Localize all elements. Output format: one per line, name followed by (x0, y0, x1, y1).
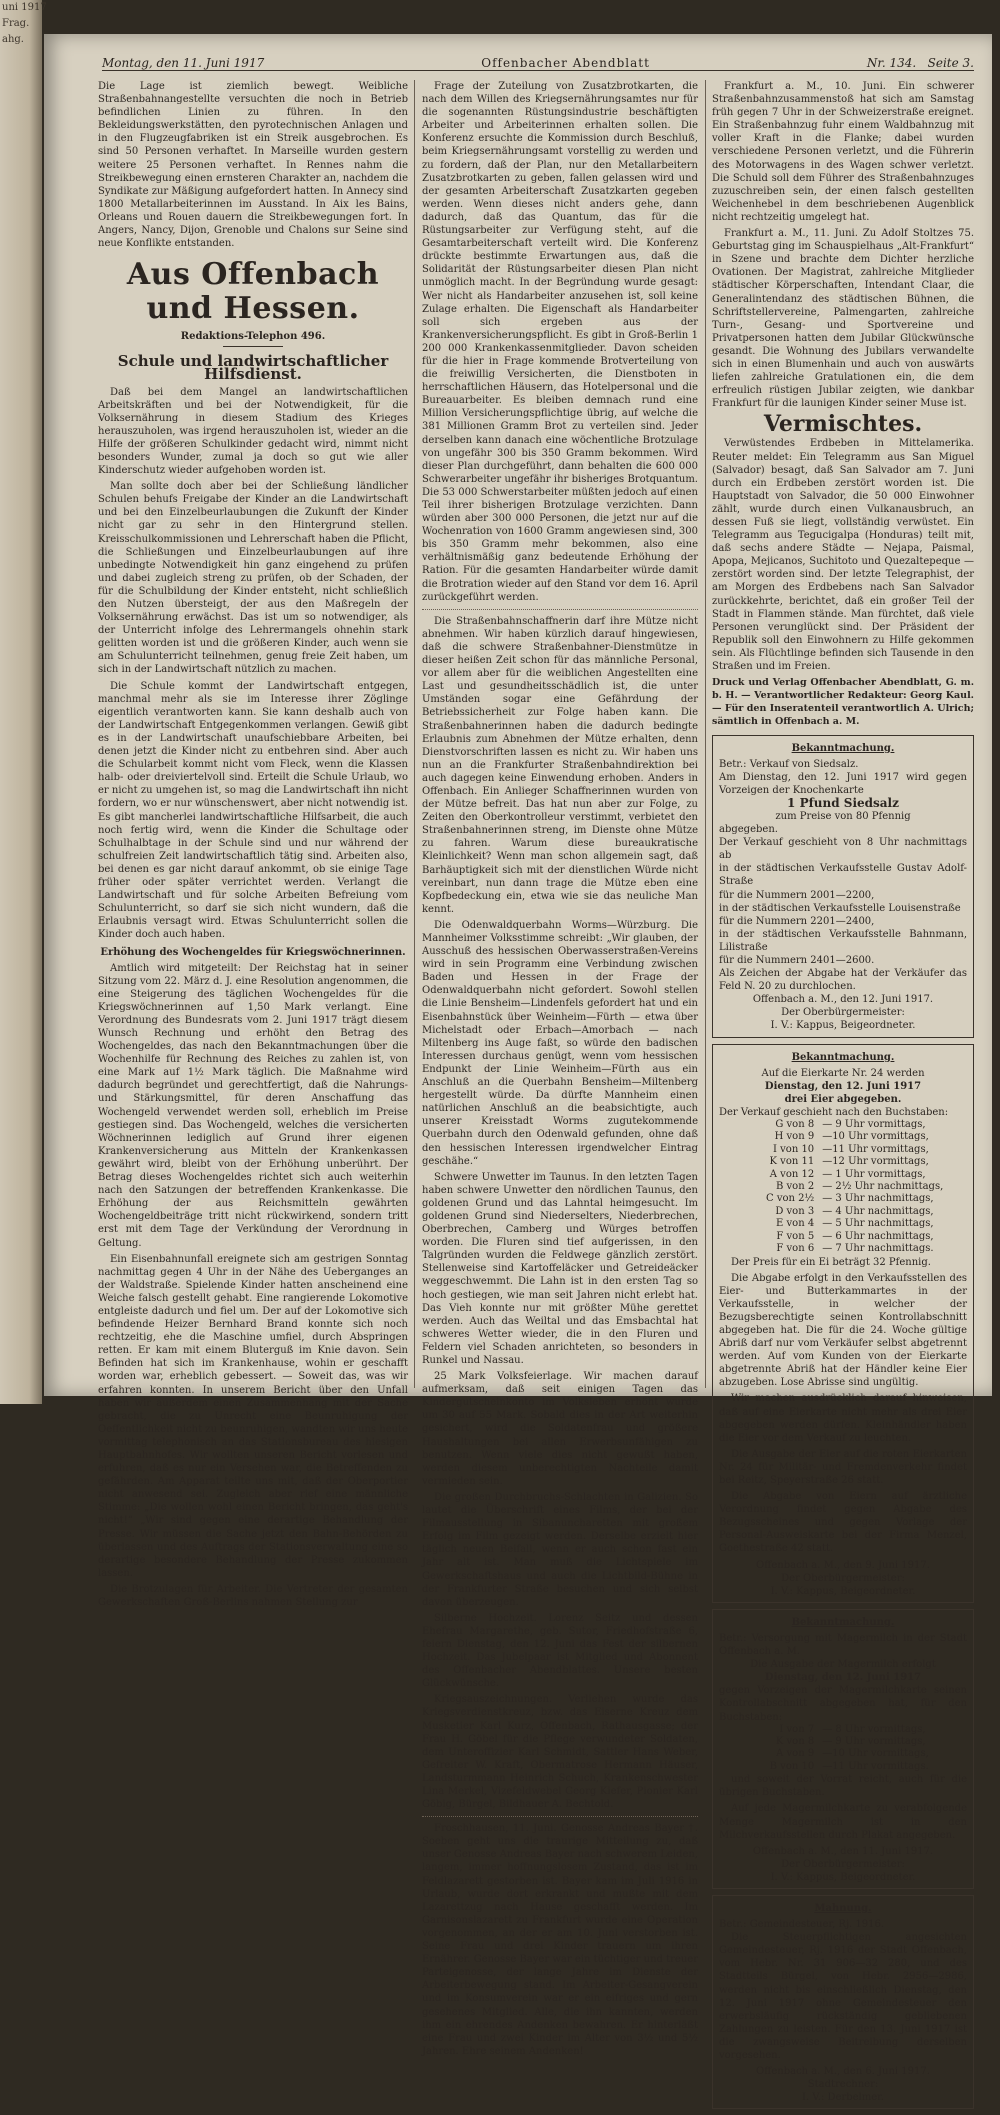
announcement-line: für die Nummern 2401—2600. (719, 955, 875, 966)
news-item: Frankfurt a. M., 11. Juni. Zu Adolf Stoltzes 75. Geburtstag ging im Schauspielhaus „Alt-Frankfurt“ in Szene und brachte dem Dichter herzliche Ovationen. Der Magistrat, zahlreiche Mitglieder städtischer Körperschaften, Intendant Claar, die Generalintendanz des städtischen Bühnen, die Schriftstellervereine, Palmengarten, zahlreiche Turn-, Gesang- und Sportvereine und Privatpersonen hatten dem Jubilar Glückwünsche gesandt. Die Wohnung des Jubilars verwandelte sich in einen Blumenhain und auch von auswärts liefen zahlreiche Gratulationen ein, die dem erfreulich rüstigen Jubilar zeigten, wie dankbar Frankfurt für die launigen Kinder seiner Muse ist. (712, 228, 974, 410)
schedule-letter: E von 4 (776, 1218, 815, 1230)
column-rule (705, 80, 706, 1388)
schedule-time: —10 Uhr vormittags, (822, 1131, 929, 1143)
schedule-time: —12 Uhr vormittags, (822, 1156, 929, 1168)
article-paragraph: Verwüstendes Erdbeben in Mittelamerika. Reuter meldet: Ein Telegramm aus San Miguel (Salvador) besagt, daß San Salvador am 7. Juni durch ein Erdbeben zerstört worden ist. Die Hauptstadt von Salvador, die 50 000 Einwohner zählt, wurde durch einen Vulkanausbruch, an dessen Fuß sie liegt, vollständig verwüstet. Ein Telegramm aus Tegucigalpa (Honduras) teilt mit, daß sechs andere Städte — Nejapa, Paismal, Apopa, Mejicanos, Suchitoto und Quezaltepeque — zerstört worden sind. Der letzte Telegraphist, der am Morgen des Erdbebens nach San Salvador zurückkehrte, berichtet, daß ein großer Teil der Stadt in Flammen stände. Man fürchtet, daß viele Personen verunglückt sind. Der Präsident der Republik soll den Einwohnern zu Hilfe gekommen sein. Als Flüchtlinge befinden sich Tausende in den Straßen und im Freien. (712, 438, 974, 673)
announcement-title: Bekanntmachung. (791, 1616, 895, 1628)
column-2-news (422, 615, 698, 1811)
schedule-time: — 2½ Uhr nachmittags, (822, 1181, 944, 1193)
news-item: Schwere Unwetter im Taunus. In den letzten Tagen haben schwere Unwetter den nördlichen Taunus, den goldenen Grund und das Lahntal heimgesucht. Im goldenen Grund sind Niederselters, Niederbrechen, Oberbrechen, Camberg und Würges betroffen worden. Die Fluren sind tief aufgerissen, in den Talgründen wurden die Feldwege gänzlich zerstört. Stellenweise sind Kartoffeläcker und Getreideäcker weggeschwemmt. Die Lahn ist in den ersten Tag so hoch gestiegen, wie man seit Jahren nicht erlebt hat. Das Vieh konnte nur mit größter Mühe gerettet werden. Auch das Weiltal und das Emsbachtal hat schweres Wetter wieder, die in den Fluren und Feldern viel Schaden anrichteten, so besonders in Runkel und Nassau. (422, 1171, 698, 1366)
announcement-subject: Betr.: Versorgung mit Magermilch in der Stadt Offenbach a. M. (719, 1632, 967, 1658)
redaktion-telephone (98, 330, 408, 347)
schedule-row (719, 1736, 967, 1748)
header-issue-page (867, 56, 974, 70)
schedule-row (719, 1206, 967, 1218)
announcement-title: Bekanntmachung. (791, 742, 895, 754)
announcement-line: gegen Vorzeigen der Magermilchkarte seinen Kontrollabschnitt abgegeben hat, für den Buchstaben: (719, 1685, 967, 1723)
announcement-skim-milk (712, 1609, 974, 1889)
place-date: Offenbach a. M., den 9. Juni 1917. (756, 1559, 930, 1571)
header-date: Montag, den 11. Juni 1917 (102, 56, 265, 70)
article-paragraph: Frage der Zuteilung von Zusatzbrotkarten, die nach dem Willen des Kriegsernährungsamtes nur für die sogenannten Rüstungsindustrie beschäftigten Arbeiter und Arbeiterinnen erhalten sollen. Die Konferenz ersuchte die Kommission durch Beschluß, beim Kriegsernährungsamt vorstellig zu werden und zu fordern, daß der Plan, nur den Metallarbeitern Zusatzbrotkarten zu geben, fallen gelassen wird und der gesamten Arbeiterschaft Zusatzkarten gegeben werden. Wenn dieses nicht anders gehe, dann dadurch, daß das Quantum, das für die Rüstungsarbeiter zur Verfügung steht, auf die Gesamtarbeiterschaft verteilt wird. Die Konferenz drückte bestimmte Erwartungen aus, daß die Solidarität der Rüstungsarbeiter diesen Plan nicht unmöglich macht. In der Begründung wurde gesagt: Wer nicht als Handarbeiter anzusehen ist, soll keine Zulage erhalten. Die Eigenschaft als Handarbeiter soll sich ergeben aus der Krankenversicherungspflicht. Es gibt in Groß-Berlin 1 200 000 Krankenkassenmitglieder. Davon scheiden für die hier in Frage kommende Brotverteilung von die freiwillig Versicherten, die Dienstboten in herrschaftlichen Häusern, das Hotelpersonal und die Bureauarbeiter. Es bleiben demnach rund eine Million Versicherungspflichtige übrig, auf welche die 381 Millionen Gramm Brot zu verteilen sind. Jeder derselben kann danach eine wöchentliche Brotzulage von ungefähr 300 bis 350 Gramm bekommen. Wird dieser Plan durchgeführt, dann behalten die 600 000 Schwerarbeiter ungefähr ihr bisheriges Brotquantum. Die 53 000 Schwerstarbeiter müßten jedoch auf einen Teil ihrer bisherigen Brotzulage verzichten. Dann würden aber 300 000 Personen, die jetzt nur auf die Wochenration von 1600 Gramm angewiesen sind, 300 bis 350 Gramm mehr bekommen, also eine verhältnismäßig ganz bedeutende Erhöhung der Ration. Für die gesamten Handarbeiter würde damit die Brotration wieder auf den Stand vor dem 16. April zurückgeführt werden. (422, 81, 698, 603)
schedule-letter: K von 8 (775, 1736, 815, 1747)
announcement-paragraph: und soweit der Vorrat reicht, auch für die übrigen Buchstaben. (719, 1774, 967, 1799)
schedule-letter: C von 2½ (766, 1193, 815, 1205)
schedule-row (719, 1144, 967, 1156)
column-1 (98, 80, 408, 1612)
announcement-title: Mahnung. (814, 1902, 872, 1914)
schedule-time: — 9 Uhr vormittags, (822, 1736, 926, 1747)
previous-page-fragment: Frag. (2, 18, 30, 29)
article-paragraph: Man sollte doch aber bei der Schließung ländlicher Schulen behufs Freigabe der Kinder an die Landwirtschaft und bei den Einzelbeurlaubungen die Zukunft der Kinder nicht gar zu sehr in den Hintergrund stellen. Kreisschulkommissionen und Lehrerschaft haben die Pflicht, die Schließungen und Einzelbeurlaubungen auf ihre unbedingte Notwendigkeit hin ganz eingehend zu prüfen und dabei zugleich streng zu prüfen, ob der Schaden, der für die Schulbildung der Kinder entsteht, nicht schließlich den Nutzen übersteigt, der aus den Maßregeln der Volksernährung erwächst. Das ist um so notwendiger, als der Unterricht infolge des Lehrermangels ohnehin stark gelitten worden ist und die größeren Kinder, auch wenn sie am Schulunterricht teilnehmen, genug freie Zeit haben, um sich in der Landwirtschaft nützlich zu machen. (98, 481, 408, 676)
schedule-row (719, 1231, 967, 1243)
announcement-eggs (712, 1044, 974, 1603)
schedule-time: — 6 Uhr nachmittags, (822, 1230, 934, 1242)
article-paragraph: Ein Eisenbahnunfall ereignete sich am gestrigen Sonntag nachmittag gegen 4 Uhr in der Nähe des Ueberganges an der Waldstraße. Spielende Kinder hatten anscheinend eine Weiche falsch gestellt gehabt. Eine rangierende Lokomotive entgleiste dadurch und fiel um. Der auf der Lokomotive sich befindende Heizer Bernhard Brand konnte sich noch rechtzeitig, ehe die Maschine umfiel, durch Abspringen retten. Er kam mit einem Bluterguß im Knie davon. Sein Befinden hat sich im Krankenhause, wohin er geschafft worden war, erheblich gebessert. — Soweit das, was wir erfahren konnten. In unserem Bericht über den Unfall haben wir außerdem einen Zusammenhang mit der Sache gebracht, die zu Unrecht eine Beunruhigung der Oeffentlichkeit nicht zu beunruhigen, wandten wir uns heute vormittag telephonisch an das Stationsbureau des hiesigen Hauptbahnhofes. Wir wollten unseren Bericht vorlesen und erfuhren, daß es nur ein Versehen war, die Betreffenden zu gefährden. Am Apparat teilte uns mit, daß der Oberportier nicht anwesend sei. Zugleich aber rief eine männliche Stimme: „Die wollen wohl einen Bericht bringen, das geht's nicht!“ „Wir sind gegen eine derartige Behandlung der Presse. Wir müssen die Sache jetzt den Bahn-Behörden zu überlassen und des Auftrags der Stationsverwaltung eine so derartige besondere Behandlung der Presse zukommen lassen. (98, 1253, 408, 1579)
article-paragraph: Die Brotzulagen für Arbeiter. Die Vertreter der gesamten Gewerkschaften Groß-Berlins nahmen Stellung zur (98, 1583, 408, 1609)
section-2-body (98, 962, 408, 1250)
signature: I. V.: Kappus, Beigeordneter. (770, 1585, 916, 1597)
column-2 (422, 80, 698, 2061)
header-issue: Nr. 134. (866, 56, 917, 70)
death-notice: Froschhausen, 11. Juni. Genosse Andreas Bayer †. Soeben geht uns die traurige Mitteilung zu, daß unser Genosse Andreas Bayer nach schwerem Leiden, langem, immer hoffnungslosem Zustand, das ist im Feldlazarett gestorben ist. Bayer kam im Juli 1916 in Urlaub, wurde dort erkrankt und mußte mit dem Lazarettzug nach Hause geschafft werden. Im Garnisonslazarett zu Frankfurt wurde eine Operation vorgenommen, an der er am 10. Juni verstorben ist. Seine Frau und drei Kinder trauern um ihren Ernährer. Genosse Bayer war ein tüchtiger und treuer Parteigenosse, der lange Jahre im Dienste der Arbeiterbewegung stand. Im Arbeiter-Gesangverein und im Konsumverein war er ein eifriges und gern gesehenes Mitglied. Alle, die ihn kannten, werden ihm ein ehrendes Andenken bewahren. Er hinterläßt eine Frau und zwei Kinder im Alter von 3½ und 5½ Jahren. Ehre seinem Andenken! (422, 1823, 698, 2057)
schedule-table (719, 1724, 967, 1774)
announcement-tax-reminder (712, 1895, 974, 2109)
place-date: Offenbach a. M., den 6. Juni 1917. (756, 2066, 930, 2078)
redaktion-text: Redaktions-Telephon 496. (180, 331, 326, 343)
schedule-time: — 5 Uhr nachmittags, (822, 1218, 934, 1230)
previous-page-fragment: uni 1917 (2, 2, 47, 13)
announcement-line: in der städtischen Verkaufsstelle Gustav Adolf-Straße (719, 863, 967, 888)
schedule-time: —11 Uhr vormittags. (822, 1760, 929, 1772)
previous-page-fragment: ahg. (2, 34, 24, 45)
vermischtes-heading: Vermischtes. (763, 411, 923, 438)
announcement-item: drei Eier abgegeben. (784, 1093, 902, 1105)
section-title: Erhöhung des Wochengeldes für Kriegswöchnerinnen. (100, 947, 406, 959)
announcement-note: Der Verkauf geschieht nach den Buchstaben: (719, 1106, 949, 1118)
announcement-date: Dienstag, den 12. Juni 1917 (764, 1080, 922, 1092)
schedule-row (719, 1724, 967, 1736)
authority: Stadtrechner: (807, 2079, 879, 2091)
announcement-salt (712, 735, 974, 1038)
intro-paragraph: Die Lage ist ziemlich bewegt. Weibliche Straßenbahnangestellte versuchten die noch in Betrieb befindlichen Linien zu führen. In den Bekleidungswerkstätten, den pyrotechnischen Anlagen und in den Flugzeugfabriken ist ein Streik ausgebrochen. Es sind 50 Personen verhaftet. In Marseille wurden gestern weitere 25 Personen verhaftet. In Rennes nahm die Streikbewegung einen ernsteren Charakter an, nachdem die Syndikate zur Mäßigung aufgefordert hatten. In Annecy sind 1800 Metallarbeiterinnen im Ausstand. In Aix les Bains, Orleans und Rouen dauern die Streikbewegungen fort. In Angers, Nancy, Dijon, Grenoble und Chalons sur Seine sind neue Konflikte entstanden. (98, 81, 408, 250)
divider (422, 1816, 698, 1817)
announcement-paragraph: Die Abgabe erfolgt in den Verkaufsstellen des Eier- und Butterkammartes in der Verkaufsstelle, in welcher der Bezugsberechtigte seinen Kontrollabschnitt abgegeben hat. Die für die 24. Woche gültige Abriß darf nur vom Verkäufer selbst abgetrennt werden. Auf vom Kunden von der Eierkarte abgetrennte Abriß hat der Händler keine Eier abzugeben. Lose Abrisse sind ungültig. (719, 1272, 967, 1389)
schedule-letter: I von 10 (773, 1143, 815, 1155)
announcement-paragraphs (719, 1773, 967, 1841)
announcement-lines (719, 1658, 967, 1723)
announcement-paragraph: Wir machen ausdrücklich darauf hinweisen, daß auf eine Eierkarte nicht mehr als drei Eier abgegeben werden dürfen. Kleinhändler haben die Eier vor dem Verkauf zu leuchten. (719, 1393, 967, 1444)
schedule-row (719, 1181, 967, 1193)
schedule-time: — 7 Uhr nachmittags. (822, 1243, 934, 1255)
schedule-row (719, 1243, 967, 1255)
column-2-top (422, 80, 698, 604)
schedule-row (719, 1218, 967, 1230)
schedule-time: — 8 Uhr vormittags, (822, 1723, 926, 1735)
announcement-subject: Betr.: Verkauf von Siedsalz. (719, 758, 859, 770)
announcement-line: 1 Pfund Siedsalz (787, 795, 899, 810)
authority: Der Oberbürgermeister: (781, 1007, 905, 1019)
authority: Der Oberbürgermeister: (781, 1858, 905, 1870)
announcement-paragraphs (719, 1256, 967, 1556)
schedule-letter: B von 2 (776, 1181, 815, 1193)
schedule-letter: A von 12 (769, 1168, 815, 1180)
imprint: Druck und Verlag Offenbacher Abendblatt, G. m. b. H. — Verantwortlicher Redakteur: Georg Kaul. — Für den Inseratenteil verantwortlich A. Ulrich; sämtlich in Offenbach a. M. (712, 677, 974, 728)
column-rule (414, 80, 415, 1388)
divider (422, 609, 698, 610)
announcement-line: für die Nummern 2001—2200, (719, 889, 875, 901)
announcement-line: zum Preise von 80 Pfennig (775, 810, 911, 822)
announcement-line: abgegeben. (719, 824, 778, 836)
column-3-top (712, 80, 974, 410)
schedule-row (719, 1156, 967, 1168)
column-3 (712, 80, 974, 2115)
article-paragraph: Amtlich wird mitgeteilt: Der Reichstag hat in seiner Sitzung vom 22. März d. J. eine Resolution angenommen, die eine Steigerung des täglichen Wochengeldes für die Kriegswöchnerinnen auf 1,50 Mark verlangt. Eine Verordnung des Bundesrats vom 2. Juni 1917 trägt diesem Wunsch Rechnung und erhöht den Betrag des Wochengeldes, das nach den Bekanntmachungen über die Wochenhilfe für Rechnung des Reiches zu zahlen ist, von eine Mark auf 1½ Mark täglich. Die Maßnahme wird dadurch begründet und gerechtfertigt, daß die Nahrungs- und Stärkungsmittel, für deren Anschaffung das Wochengeld verwendet werden soll, erheblich im Preise gestiegen sind. Das Wochengeld, welches die versicherten Wöchnerinnen lediglich auf Grund ihrer eigenen Krankenversicherung aus Mitteln der Krankenkassen gewährt wird, bleibt von der Erhöhung unberührt. Der Betrag dieses Wochengeldes richtet sich auch weiterhin nach den Satzungen der betreffenden Krankenkasse. Die Erhöhung der aus Reichsmitteln gewährten Wochengeldbeiträge tritt nicht rückwirkend, sondern tritt erst mit dem Tage der Verkündung der Verordnung in Geltung. (98, 962, 408, 1249)
schedule-time: — 4 Uhr nachmittags, (822, 1205, 934, 1217)
article-paragraph: Daß bei dem Mangel an landwirtschaftlichen Arbeitskräften und bei der Notwendigkeit, für die Volksernährung in diesem Stadium des Krieges herauszuholen, was irgend herauszuholen ist, wieder an die Hilfe der größeren Schulkinder gedacht wird, nimmt nicht besonders Wunder, zumal ja doch so gut wie aller Kinderschutz wieder aufgehoben worden ist. (98, 386, 408, 477)
schedule-time: —11 Uhr vormittags, (822, 1143, 929, 1155)
announcement-paragraph: Der Preis für ein Ei beträgt 32 Pfennig. (731, 1256, 931, 1268)
schedule-time: — 1 Uhr vormittags, (822, 1168, 926, 1180)
article-paragraph: Die Schule kommt der Landwirtschaft entgegen, manchmal mehr als sie im Interesse ihrer Zöglinge eigentlich verantworten kann. Sie kann deshalb auch von der Landwirtschaft Entgegenkommen verlangen. Gewiß gibt es in der Landwirtschaft unaufschiebbare Arbeiten, bei denen jetzt die Kinder nicht zu entbehren sind. Aber auch die Schularbeit kommt nicht vom Fleck, wenn die Klassen halb- oder dreiviertelvoll sind. Erteilt die Schule Urlaub, wo er nicht zu umgehen ist, so mag die Landwirtschaft ihn nicht fordern, wo er nur wünschenswert, aber nicht notwendig ist. Es gibt mancherlei landwirtschaftliche Hilfsarbeit, die auch noch fertig wird, wenn die Kinder die Schultage oder Schulhalbtage in der Schule sind und nur während der schulfreien Zeit landwirtschaftlich tätig sind. Arbeiten also, bei denen es gar nicht darauf ankommt, ob sie einige Tage früher oder später verrichtet werden. Verlangt die Landwirtschaft und für solche Arbeiten Befreiung vom Schulunterricht, so darf sie sich nicht wundern, daß die Erlaubnis versagt wird. Etwas Schulunterricht sollen die Kinder doch auch haben. (98, 680, 408, 941)
schedule-row (719, 1169, 967, 1181)
section-1-body (98, 386, 408, 942)
announcement-line: Dienstag, den 12. Juni 1917 (764, 1672, 922, 1684)
signature: I. V.: Kappus, Beigeordneter. (770, 1020, 916, 1032)
schedule-row (719, 1761, 967, 1773)
schedule-time: — 9 Uhr vormittags, (822, 1119, 926, 1131)
news-item: Die großen Durchbruchs-Schlachten in Galizien. So lautet die Überschrift eines Films, der bei der Filmausstellung in Sibanuncharetten mit großem Erfolg im Film gezeigt werden. Derselbe erzielt hier täglich neuen Beifall, wenn er auch schon fast ein Jahr alt ist. Man muß die Lichtspiele im Gewerkschaftshaus und auch die Lichtbild-Bühne in der Frankfurter Straße besuchen und sich selbst davon überzeugen. (422, 1491, 698, 1608)
schedule-row (719, 1131, 967, 1143)
announcement-line: in der städtischen Verkaufsstelle Louisenstraße (719, 902, 961, 914)
announcement-line: Die Ausgabe der Magermilch erfolgt (750, 1659, 936, 1671)
announcement-line: in der städtischen Verkaufsstelle Bahnmann, Lilistraße (719, 928, 967, 953)
news-item: Die Straßenbahnschaffnerin darf ihre Mütze nicht abnehmen. Wir haben kürzlich darauf hingewiesen, daß die schwere Straßenbahner-Dienstmütze in dieser heißen Zeit schon für das männliche Personal, vor allem aber für die weiblichen Angestellten eine Last und gesundheitsschädlich ist, die unter Umständen sogar eine Gefährdung der Betriebssicherheit zur Folge haben kann. Die Straßenbahnerinnen haben die dadurch bedingte Erlaubnis zum Abnehmen der Mütze erhalten, denn Dienstvorschriften lassen es nicht zu. Wir haben uns nun an die Frankfurter Straßenbahndirektion bei auch dagegen keine Einwendung erhoben. Anders in Offenbach. Ein Anlieger Schaffnerinnen wurden von der Mütze befreit. Das hat nun aber zur Folge, zu Zeiten den Oberkontrolleur verstimmt, verbietet den Straßenbahnerinnen streng, im Dienste ohne Mütze zu fahren. Warum diese bureaukratische Kleinlichkeit? Wenn man schon allgemein sagt, daß Barhäuptigkeit sich mit der dienstlichen Würde nicht vereinbart, nun dann trage die Mütze eben eine Kopfbedeckung ein, etwa wie sie das neuliche Man kennt. (422, 615, 698, 915)
schedule-letter: K von 11 (769, 1156, 815, 1168)
section-3-body (98, 1253, 408, 1580)
schedule-table (719, 1119, 967, 1255)
schedule-letter: A von 9 (776, 1748, 815, 1760)
place-date: Offenbach a. M., den 11. Juni 1917. (752, 1845, 934, 1857)
announcement-paragraph: Auf jede Magermilchkarte zu verabfolgende Menge Magermilch ist in den Milchverkaufsstellen durch Plakat angegeben. (719, 1803, 967, 1841)
announcement-line: für die Nummern 2201—2400, (719, 915, 875, 927)
header-paper-name: Offenbacher Abendblatt (481, 56, 650, 70)
announcement-text: Die Steuerpflichtigen angesichten Gemeindesteuer, Rj. 1916 der Stadt Offenbach, vom Hebr. Nr. 31 906—32 280, und des Stadtteils Bürgel, von Hebr. 2956—2986, werden nicht bis einschließlich Dienstag, den 12. Juni 1917 ohne Gemeindesteuer den erwerbsläufig rückständig gebliebenen Zahlungen zu leisten. Für den 13. Juni 1917 ist die zwangsweise Beitreibung derselben vorgesehen. (719, 1932, 967, 2061)
schedule-row (719, 1119, 967, 1131)
news-item: 25 Mark Volksfeierlage. Wir machen darauf aufmerksam, daß seit einigen Tagen das Kindergutscheinkonto im Volksleben erhöht wurde um 30 auf 55 Mark. Sobald dies in der Art weiterhin gesichert, wird die Soldatenfrau und größere Haushaltungen bei allen Erwerbsunfähigen zu benutzen. Wenn viele dies nicht gewußt haben, werden diesem unberechtigten Nachteile damit vermieden sein. (422, 1371, 698, 1487)
schedule-letter: I von 7 (779, 1723, 815, 1735)
news-item: Die Odenwaldquerbahn Worms—Würzburg. Die Mannheimer Volksstimme schreibt: „Wir glauben, der Ausschuß des hessischen Oberwasserstraßen-Vereins wird in sein Programm eine Verbindung zwischen Baden und Hessen in der Frage der Odenwaldquerbahn nicht gefordert. Sowohl stellen die Linie Bensheim—Lindenfels gefordert hat und ein Eisenbahnstück über Weinheim—Fürth — etwa über Michelstadt oder Erbach—Amorbach — nach Miltenberg ins Auge faßt, so würde den badischen Interessen durchaus genügt, wenn vom hessischen Endpunkt der Linie Weinheim—Fürth aus ein Anschluß an die Querbahn Bensheim—Miltenberg hergestellt würde. Da dürfte Mannheim einen natürlichen Anschluß an die beabsichtigte, auch unserer Kreisstadt Worms zugutekommende Querbahn durch den Odenwald gefunden, ohne daß den hessischen Interessen irgendwelcher Eintrag geschähe.“ (422, 919, 698, 1167)
page-header (102, 48, 974, 71)
announcement-line: Am Dienstag, den 12. Juni 1917 wird gegen Vorzeigen der Knochenkarte (719, 771, 967, 796)
main-heading: Aus Offenbach und Hessen. (126, 257, 380, 327)
schedule-letter: H von 9 (774, 1131, 815, 1143)
signature: I. V.: Derbelmer. (801, 2092, 884, 2104)
schedule-letter: B von 10 (769, 1760, 815, 1772)
schedule-letter: G von 8 (775, 1119, 815, 1131)
place-date: Offenbach a. M., den 12. Juni 1917. (752, 994, 934, 1006)
newspaper-page (44, 34, 992, 2104)
news-item: Frankfurt a. M., 10. Juni. Ein schwerer Straßenbahnzusammenstoß hat sich am Samstag früh gegen 7 Uhr in der Schweizerstraße ereignet. Ein Straßenbahnzug fuhr einem Waldbahnzug mit voller Kraft in die Flanke; dabei wurden verschiedene Personen verletzt, und die Führerin des Motorwagens in des Wagen schwer verletzt. Die Schuld soll dem Führer des Straßenbahnzuges zuzuschreiben sein, der einen falsch gestellten Weichenhebel in dem beschriebenen Augenblick nicht rechtzeitig umgelegt hat. (712, 81, 974, 223)
schedule-row (719, 1748, 967, 1760)
announcement-subject: Betr.: Gemeindesteuer, Rj. 1916. (719, 1919, 885, 1931)
schedule-letter: D von 3 (775, 1205, 815, 1217)
header-page: Seite 3. (927, 56, 974, 70)
announcement-paragraph: Die Abgabe von Eiern auf ärztliche Verordnung findet gegen Abgabe des Bezugsscheines und gegen Vorlage der Personal-Ausweiskarte bei der Firma Menzel, Goethestraße 42 statt. (719, 1491, 967, 1555)
schedule-letter: F von 6 (776, 1243, 815, 1255)
announcement-title: Bekanntmachung. (791, 1051, 895, 1063)
announcement-line: Als Zeichen der Abgabe hat der Verkäufer das Feld N. 20 zu durchlochen. (719, 968, 967, 993)
schedule-time: —10 Uhr vormittags, (822, 1748, 929, 1760)
section-title: Schule und landwirtschaftlicher Hilfsdienst. (117, 352, 389, 384)
news-item: Silberne Hochzeit. Lorenz Seitz und dessen Ehefrau Margarethe, geb. Sutor, Friedhofstraße 6, feiern Dienstag, den 12. Juni das Fest der silbernen Hochzeit. Das Jubelpaar ist Mitglied und Abonnent des Offenbacher Abendblattes. Unsere besten Glückwünsche. (422, 1612, 698, 1690)
announcement-intro: Auf die Eierkarte Nr. 24 werden (761, 1067, 925, 1079)
news-item: Kriegsauszeichnungen. Verliehen wurde das Kriegsverdienstkreuz, bzw. das Eiserne Kreuz dem Musketier Karl Kurz, Offenbach, Rathausgasse; der Frau H. Göbel für die Pflege verwundeter Soldaten, dem Unteroffizier Karl Schmidt, Sattler Hans Weber, Gefreiter W. Kraft, Obermatrose Hermann Häuser, Landsturmmann Heinrich Schuch, Krankenschwester Lina Merkel, Vizefeldwebel Georg Kiefer, Pionier Karl Göbig, Bürgel, Bildhauer A. Bechtold. (422, 1694, 698, 1811)
schedule-letter: F von 5 (776, 1230, 815, 1242)
announcement-lines (719, 771, 967, 994)
schedule-time: — 3 Uhr nachmittags, (822, 1193, 934, 1205)
schedule-row (719, 1193, 967, 1205)
previous-page-edge (0, 0, 47, 1404)
signature: I. V.: Kappus, Beigeordneter. (770, 1871, 916, 1883)
announcement-line: Der Verkauf geschieht von 8 Uhr nachmittags ab (719, 837, 967, 862)
announcement-paragraph: Die Ausgabe der Eier auf die roten Eierkarten Nr. 24 für Militär- und Fremdenverkehr findet bei Reitz, Speyerstraße 26 statt. (719, 1448, 967, 1486)
authority: Der Oberbürgermeister: (781, 1572, 905, 1584)
